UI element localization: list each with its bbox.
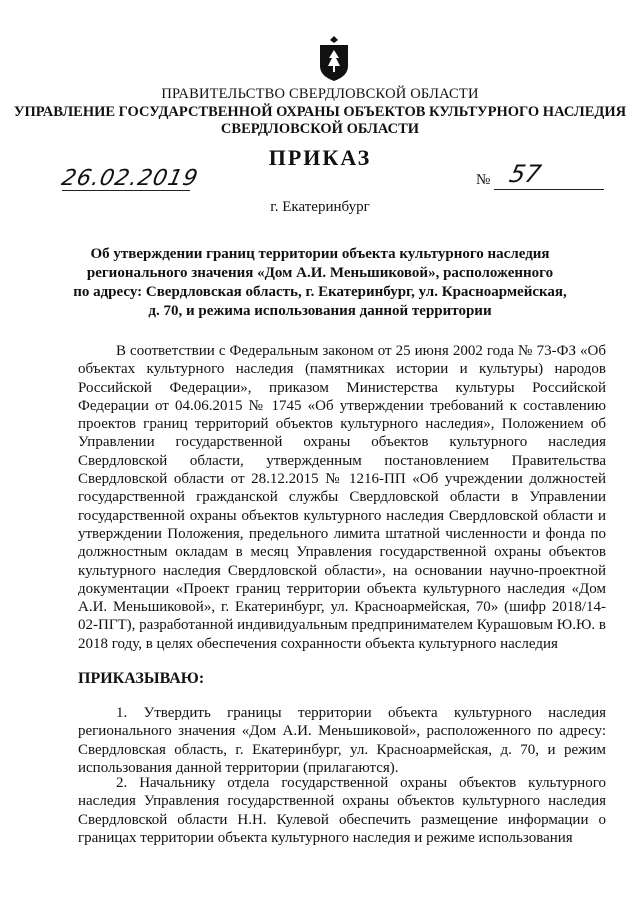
preamble-paragraph: В соответствии с Федеральным законом от 25 июня 2002 года № 73-ФЗ «Об объектах культурного наследия (памятниках истории и культуры) народов Российской Федерации», приказом Министерства культуры Российской Федерации от 04.06.2015 № 1745 «Об утверждении требований к составлению проектов границ территорий объектов культурного наследия», Положением об Управлении государственной охраны объектов культурного наследия Свердловской области, утвержденным постановлением Правительства Свердловской области от 28.12.2015 № 1216-ПП «Об учреждении должностей государственной гражданской службы Свердловской области в Управлении государственной охраны объектов культурного наследия Свердловской области и утверждении Положения, предельного лимита штатной численности и фонда по должностным окладам в месяц Управления государственной охраны объектов культурного наследия Свердловской области», на основании научно-проектной документации «Проект границ территории объекта культурного наследия «Дом А.И. Меньшиковой», г. Екатеринбург, ул. Красноармейская, 70» (шифр 2018/14-02-ПГТ), разработанной индивидуальным предпринимателем Курашовым Ю.Ю. в 2018 году, в целях обеспечения сохранности объекта культурного наследия — [78, 343, 606, 652]
number-label: № — [476, 172, 491, 188]
subject-line-2: регионального значения «Дом А.И. Меньшиковой», расположенного — [86, 265, 554, 281]
coat-of-arms-icon — [317, 36, 351, 82]
subject-line-1: Об утверждении границ территории объекта культурного наследия — [90, 246, 550, 262]
city: г. Екатеринбург — [270, 199, 370, 215]
order-date: 26.02.2019 — [59, 166, 201, 191]
subject-line-3: по адресу: Свердловская область, г. Екатеринбург, ул. Красноармейская, — [73, 284, 567, 300]
order-number: 57 — [507, 160, 544, 188]
order-subject — [0, 245, 640, 321]
number-underline — [494, 189, 604, 190]
department-line-2: СВЕРДЛОВСКОЙ ОБЛАСТИ — [220, 121, 420, 137]
date-underline — [62, 190, 190, 191]
order-heading: ПРИКАЗЫВАЮ: — [78, 670, 205, 687]
government-name: ПРАВИТЕЛЬСТВО СВЕРДЛОВСКОЙ ОБЛАСТИ — [161, 86, 479, 102]
order-item-1: 1. Утвердить границы территории объекта культурного наследия регионального значения «Дом А.И. Меньшиковой», расположенного по адресу: Свердловская область, г. Екатеринбург, ул. Красноармейская, д. 70, и режим использования данной территории (прилагаются). — [78, 705, 606, 776]
department-name — [0, 104, 640, 138]
document-type: ПРИКАЗ — [268, 145, 372, 170]
department-line-1: УПРАВЛЕНИЕ ГОСУДАРСТВЕННОЙ ОХРАНЫ ОБЪЕКТОВ КУЛЬТУРНОГО НАСЛЕДИЯ — [13, 104, 627, 120]
subject-line-4: д. 70, и режима использования данной территории — [148, 303, 492, 319]
order-item-2: 2. Начальнику отдела государственной охраны объектов культурного наследия Управления государственной охраны объектов культурного наследия Свердловской области Н.Н. Кулевой обеспечить размещение информации о границах территории объекта культурного наследия и режиме использования — [78, 775, 606, 846]
